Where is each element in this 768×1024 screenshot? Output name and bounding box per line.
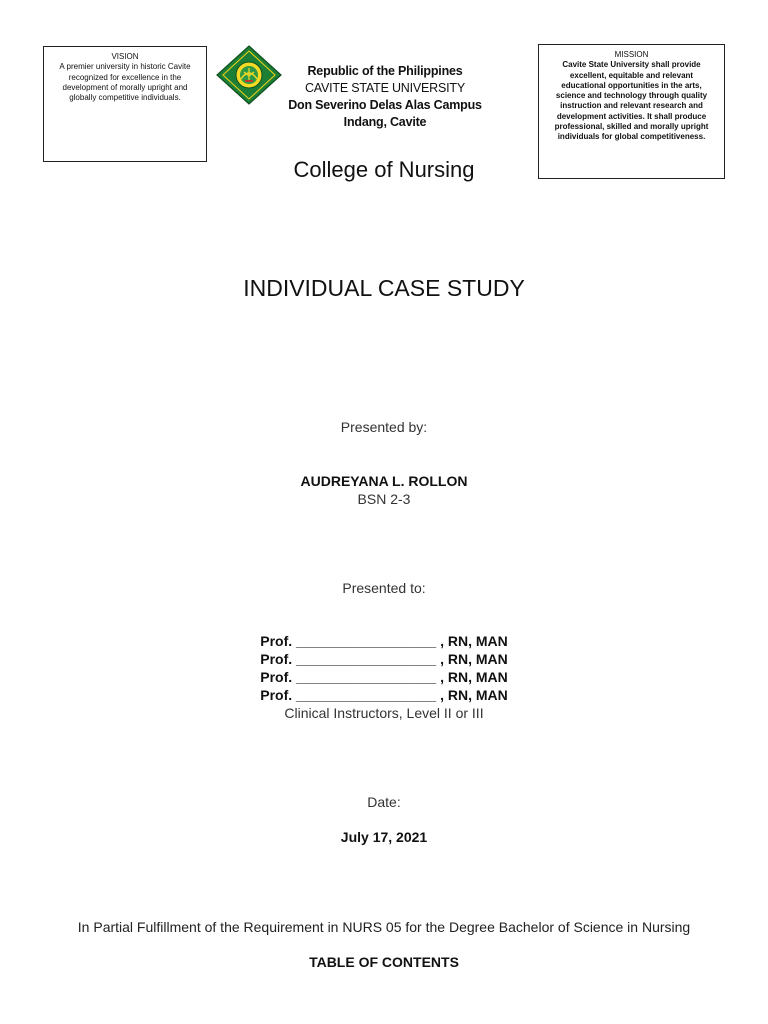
date-label: Date: xyxy=(367,794,401,810)
header-location: Indang, Cavite xyxy=(343,115,427,129)
student-section: BSN 2-3 xyxy=(357,491,411,507)
college-name: College of Nursing xyxy=(293,157,475,182)
header-republic: Republic of the Philippines xyxy=(307,64,463,78)
professor-line: Prof. __________________ , RN, MAN xyxy=(260,651,508,667)
document-title: INDIVIDUAL CASE STUDY xyxy=(243,275,525,301)
presented-to-label: Presented to: xyxy=(342,580,426,596)
presented-by-label: Presented by: xyxy=(340,419,428,435)
mission-title: MISSION xyxy=(614,50,649,59)
vision-text: A premier university in historic Cavite recognized for excellence in the development of morally upright and globally competitive individuals. xyxy=(59,62,191,103)
vision-title: VISION xyxy=(111,52,139,61)
professor-line: Prof. __________________ , RN, MAN xyxy=(260,669,508,685)
student-name: AUDREYANA L. ROLLON xyxy=(300,473,468,489)
header-university: CAVITE STATE UNIVERSITY xyxy=(304,81,465,95)
date-value: July 17, 2021 xyxy=(340,829,428,845)
fulfillment-statement: In Partial Fulfillment of the Requirement in NURS 05 for the Degree Bachelor of Science in Nursing xyxy=(77,919,691,935)
vision-box xyxy=(43,46,207,162)
header-campus: Don Severino Delas Alas Campus xyxy=(288,98,482,112)
mission-text: Cavite State University shall provide excellent, equitable and relevant educational opportunities in the arts, science and technology through quality instruction and relevant research and development activities. It shall produce professional, skilled and morally upright individuals for global competitiveness. xyxy=(554,60,709,142)
instructors-caption: Clinical Instructors, Level II or III xyxy=(284,705,484,721)
professor-line: Prof. __________________ , RN, MAN xyxy=(260,633,508,649)
professor-line: Prof. __________________ , RN, MAN xyxy=(260,687,508,703)
toc-heading: TABLE OF CONTENTS xyxy=(309,954,459,970)
